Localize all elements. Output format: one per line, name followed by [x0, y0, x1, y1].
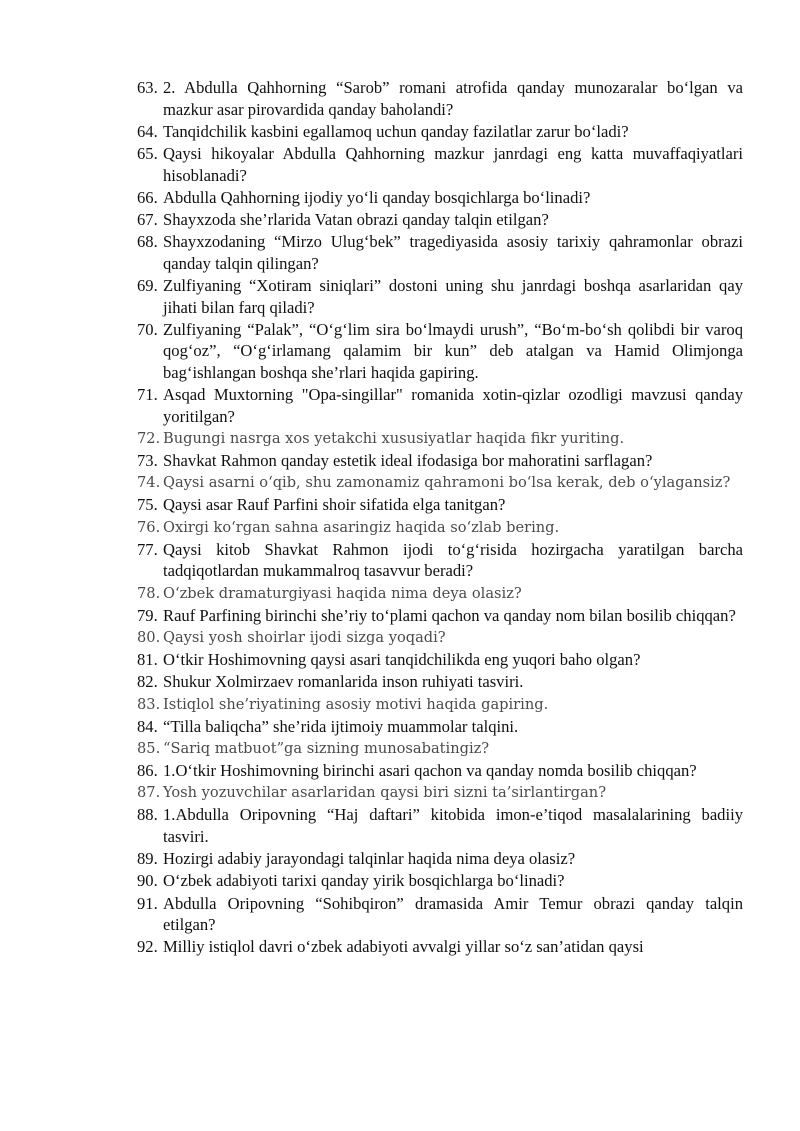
question-text: O‘tkir Hoshimovning qaysi asari tanqidchilikda eng yuqori baho olgan?	[163, 650, 641, 670]
question-text: Hozirgi adabiy jarayondagi talqinlar haqida nima deya olasiz?	[163, 849, 576, 869]
question-number: 81.	[137, 650, 158, 670]
question-item	[137, 494, 743, 516]
question-item	[137, 848, 743, 870]
question-item	[137, 319, 743, 384]
question-item	[137, 936, 743, 958]
question-number: 73.	[137, 451, 158, 471]
question-text: Milliy istiqlol davri o‘zbek adabiyoti avvalgi yillar so‘z san’atidan qaysi	[163, 937, 644, 957]
question-text: Shavkat Rahmon qanday estetik ideal ifodasiga bor mahoratini sarflagan?	[163, 451, 653, 471]
question-text: “Sariq matbuot”ga sizning munosabatingiz?	[163, 739, 490, 757]
question-text: Qaysi asarni o‘qib, shu zamonamiz qahramoni bo‘lsa kerak, deb o‘ylagansiz?	[163, 474, 731, 492]
question-item	[137, 231, 743, 274]
question-item	[137, 209, 743, 231]
question-number: 69.	[137, 275, 158, 295]
question-text: O‘zbek adabiyoti tarixi qanday yirik bosqichlarga bo‘linadi?	[163, 871, 565, 891]
question-item	[137, 738, 743, 760]
question-number: 90.	[137, 871, 158, 891]
question-text: Qaysi hikoyalar Abdulla Qahhorning mazkur janrdagi eng katta muvaffaqiyatlari hisoblanadi?	[163, 143, 743, 185]
question-text: Shayxzoda she’rlarida Vatan obrazi qanday talqin etilgan?	[163, 209, 549, 229]
question-number: 71.	[137, 385, 158, 405]
question-number: 84.	[137, 716, 158, 736]
question-item	[137, 760, 743, 782]
question-text: Shukur Xolmirzaev romanlarida inson ruhiyati tasviri.	[163, 672, 524, 692]
question-item	[137, 450, 743, 472]
question-item	[137, 671, 743, 693]
question-item	[137, 275, 743, 318]
question-number: 79.	[137, 605, 158, 625]
question-number: 76.	[137, 518, 161, 536]
question-number: 86.	[137, 761, 158, 781]
question-number: 75.	[137, 495, 158, 515]
question-item	[137, 77, 743, 120]
question-item	[137, 583, 743, 605]
question-item	[137, 804, 743, 847]
question-text: Qaysi kitob Shavkat Rahmon ijodi to‘g‘risida hozirgacha yaratilgan barcha tadqiqotlardan mukammalroq tasavvur beradi?	[163, 539, 743, 581]
question-text: Tanqidchilik kasbini egallamoq uchun qanday fazilatlar zarur bo‘ladi?	[163, 121, 629, 141]
question-number: 92.	[137, 937, 158, 957]
question-text: Abdulla Oripovning “Sohibqiron” dramasida Amir Temur obrazi qanday talqin etilgan?	[163, 893, 743, 935]
question-text: Asqad Muxtorning "Opa-singillar" romanida xotin-qizlar ozodligi mavzusi qanday yoritilgan?	[163, 385, 743, 426]
question-item	[137, 716, 743, 738]
question-text: Oxirgi ko‘rgan sahna asaringiz haqida so‘zlab bering.	[163, 518, 560, 536]
question-number: 63.	[137, 78, 158, 97]
question-text: Bugungi nasrga xos yetakchi xususiyatlar haqida fikr yuriting.	[163, 429, 625, 447]
question-number: 68.	[137, 232, 158, 252]
question-item	[137, 649, 743, 671]
question-item	[137, 428, 743, 450]
question-item	[137, 893, 743, 936]
question-number: 65.	[137, 143, 158, 163]
question-number: 91.	[137, 893, 158, 913]
question-number: 89.	[137, 849, 158, 869]
question-item	[137, 694, 743, 716]
question-number: 74.	[137, 474, 161, 492]
question-text: Qaysi yosh shoirlar ijodi sizga yoqadi?	[163, 628, 446, 646]
question-number: 67.	[137, 209, 158, 229]
question-text: 1.O‘tkir Hoshimovning birinchi asari qachon va qanday nomda bosilib chiqqan?	[163, 761, 697, 781]
question-number: 82.	[137, 672, 158, 692]
question-item	[137, 605, 743, 627]
question-number: 87.	[137, 784, 161, 802]
question-text: Qaysi asar Rauf Parfini shoir sifatida elga tanitgan?	[163, 495, 506, 515]
question-item	[137, 627, 743, 649]
question-list	[137, 77, 743, 959]
question-text: 1.Abdulla Oripovning “Haj daftari” kitobida imon-e’tiqod masalalarining badiiy tasviri.	[163, 805, 743, 847]
question-number: 70.	[137, 319, 158, 339]
question-item	[137, 517, 743, 539]
question-item	[137, 870, 743, 892]
question-text: Abdulla Qahhorning ijodiy yo‘li qanday bosqichlarga bo‘linadi?	[163, 187, 591, 207]
question-text: Istiqlol she’riyatining asosiy motivi haqida gapiring.	[163, 695, 549, 713]
question-item	[137, 187, 743, 209]
question-number: 72.	[137, 429, 161, 447]
question-item	[137, 782, 743, 804]
question-text: O‘zbek dramaturgiyasi haqida nima deya olasiz?	[163, 584, 522, 602]
question-number: 88.	[137, 805, 158, 825]
question-text: Rauf Parfining birinchi she’riy to‘plami qachon va qanday nom bilan bosilib chiqqan?	[163, 605, 736, 625]
question-item	[137, 121, 743, 143]
question-item	[137, 472, 743, 494]
question-item	[137, 143, 743, 186]
question-text: Yosh yozuvchilar asarlaridan qaysi biri sizni ta’sirlantirgan?	[163, 784, 607, 802]
question-number: 85.	[137, 739, 161, 757]
question-item	[137, 384, 743, 427]
question-text: Zulfiyaning “Palak”, “O‘g‘lim sira bo‘lmaydi urush”, “Bo‘m-bo‘sh qolibdi bir varoq qog‘oz”, “O‘g‘irlamang qalamim bir kun” deb atalgan va Hamid Olimjonga bag‘ishlangan boshqa she’rlari haqida gapiring.	[163, 319, 743, 382]
question-text: 2. Abdulla Qahhorning “Sarob” romani atrofida qanday munozaralar bo‘lgan va mazkur asar pirovardida qanday baholandi?	[163, 78, 743, 119]
question-number: 77.	[137, 539, 158, 559]
question-number: 78.	[137, 584, 161, 602]
question-item	[137, 539, 743, 582]
question-text: Shayxzodaning “Mirzo Ulug‘bek” tragediyasida asosiy tarixiy qahramonlar obrazi qanday talqin qilingan?	[163, 232, 743, 273]
question-number: 66.	[137, 187, 158, 207]
question-text: Zulfiyaning “Xotiram siniqlari” dostoni uning shu janrdagi boshqa asarlaridan qay jihati bilan farq qiladi?	[163, 275, 743, 317]
question-text: “Tilla baliqcha” she’rida ijtimoiy muammolar talqini.	[163, 716, 519, 736]
question-number: 64.	[137, 121, 158, 141]
question-number: 80.	[137, 628, 161, 646]
question-number: 83.	[137, 695, 161, 713]
